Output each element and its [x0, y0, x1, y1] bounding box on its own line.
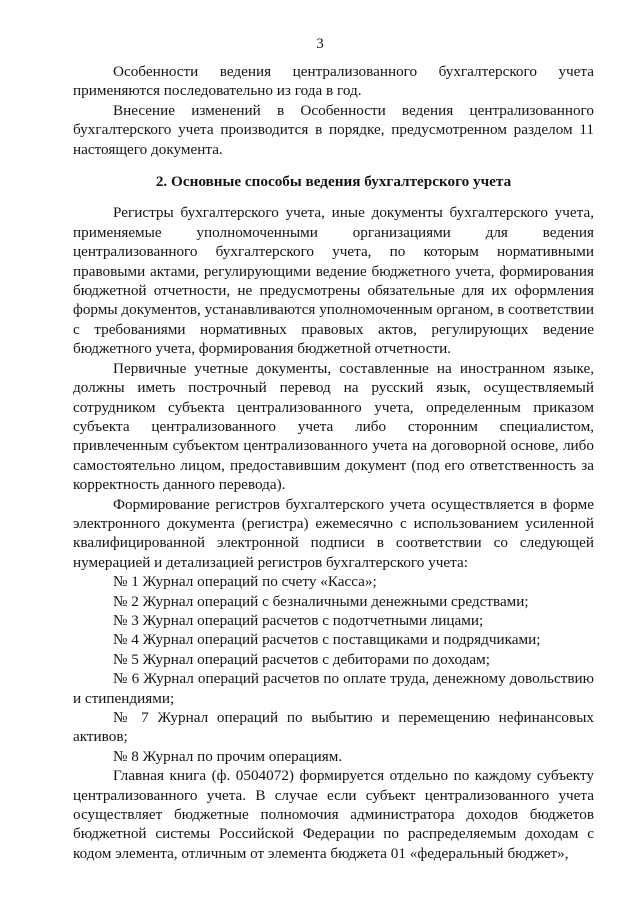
- journal-item-7: № 7 Журнал операций по выбытию и перемещению нефинансовых активов;: [73, 709, 594, 746]
- paragraph-general-ledger: Главная книга (ф. 0504072) формируется отдельно по каждому субъекту централизованного учета. В случае если субъект централизованного учета осуществляет бюджетные полномочия администратора доходов бюджетов бюджетной системы Российской Федерации по распределяемым доходам с кодом элемента, отличным от элемента бюджета 01 «федеральный бюджет»,: [73, 767, 594, 862]
- journal-item-2: № 2 Журнал операций с безналичными денежными средствами;: [113, 592, 529, 610]
- journal-item-4: № 4 Журнал операций расчетов с поставщиками и подрядчиками;: [113, 631, 541, 649]
- journal-item-1: № 1 Журнал операций по счету «Касса»;: [113, 573, 377, 591]
- paragraph-consistency: Особенности ведения централизованного бухгалтерского учета применяются последовательно из года в год.: [73, 63, 594, 100]
- paragraph-register-formation: Формирование регистров бухгалтерского учета осуществляется в форме электронного документа (регистра) ежемесячно с использованием усиленной квалифицированной электронной подписи в соответствии со следующей нумерацией и детализацией регистров бухгалтерского учета:: [73, 495, 594, 571]
- page-number: 3: [316, 36, 324, 52]
- journal-item-5: № 5 Журнал операций расчетов с дебиторами по доходам;: [113, 650, 490, 668]
- journal-item-8: № 8 Журнал по прочим операциям.: [113, 747, 343, 765]
- journal-item-3: № 3 Журнал операций расчетов с подотчетными лицами;: [113, 611, 484, 629]
- paragraph-primary-documents: Первичные учетные документы, составленные на иностранном языке, должны иметь построчный перевод на русский язык, осуществляемый сотрудником субъекта централизованного учета, определенным приказом субъекта централизованного учета либо сторонним специалистом, привлеченным субъектом централизованного учета на договорной основе, либо самостоятельно лицом, предоставившим документ (под его ответственность за корректность данного перевода).: [73, 359, 594, 494]
- section-heading: 2. Основные способы ведения бухгалтерского учета: [155, 173, 512, 191]
- journal-item-6: № 6 Журнал операций расчетов по оплате труда, денежному довольствию и стипендиями;: [73, 670, 594, 707]
- paragraph-amendments: Внесение изменений в Особенности ведения централизованного бухгалтерского учета производится в порядке, предусмотренном разделом 11 настоящего документа.: [73, 101, 594, 158]
- document-body: [73, 62, 594, 863]
- paragraph-registers: Регистры бухгалтерского учета, иные документы бухгалтерского учета, применяемые уполномоченными организациями для ведения централизованного бухгалтерского учета, по которым нормативными правовыми актами, регулирующими ведение бюджетного учета, формирования бюджетной отчетности, не предусмотрены обязательные для их оформления формы документов, устанавливаются уполномоченным органом, в соответствии с требованиями нормативных правовых актов, регулирующих ведение бюджетного учета, формирования бюджетной отчетности.: [73, 204, 594, 358]
